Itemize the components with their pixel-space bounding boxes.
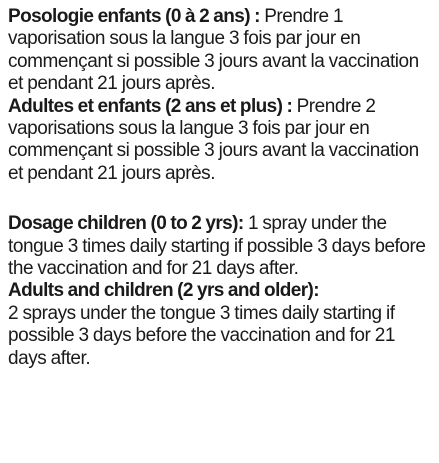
section-spacer [8, 185, 434, 213]
fr-adults-heading: Adultes et enfants (2 ans et plus) : [8, 95, 293, 117]
fr-children-text: Prendre 1 vaporisation sous la langue 3 fois par jour en commençant si possible 3 jours avant la vaccination et pendant 21 jours après. [8, 6, 419, 95]
en-adults-text: 2 sprays under the tongue 3 times daily starting if possible 3 days before the vaccination and for 21 days after. [8, 302, 395, 369]
fr-adults-text: Prendre 2 vaporisations sous la langue 3 fois par jour en commençant si possible 3 jours avant la vaccination et pendant 21 jours après. [8, 95, 419, 184]
en-children-heading: Dosage children (0 to 2 yrs): [8, 213, 244, 235]
fr-adults-dosage [8, 96, 434, 186]
en-adults-heading: Adults and children (2 yrs and older): [8, 280, 319, 302]
en-adults-dosage [8, 280, 434, 370]
en-children-text: 1 spray under the tongue 3 times daily starting if possible 3 days before the vaccination and for 21 days after. [8, 213, 426, 280]
fr-children-heading: Posologie enfants (0 à 2 ans) : [8, 6, 260, 27]
dosage-document [8, 6, 434, 370]
en-children-dosage [8, 213, 434, 280]
fr-children-dosage [8, 6, 434, 96]
